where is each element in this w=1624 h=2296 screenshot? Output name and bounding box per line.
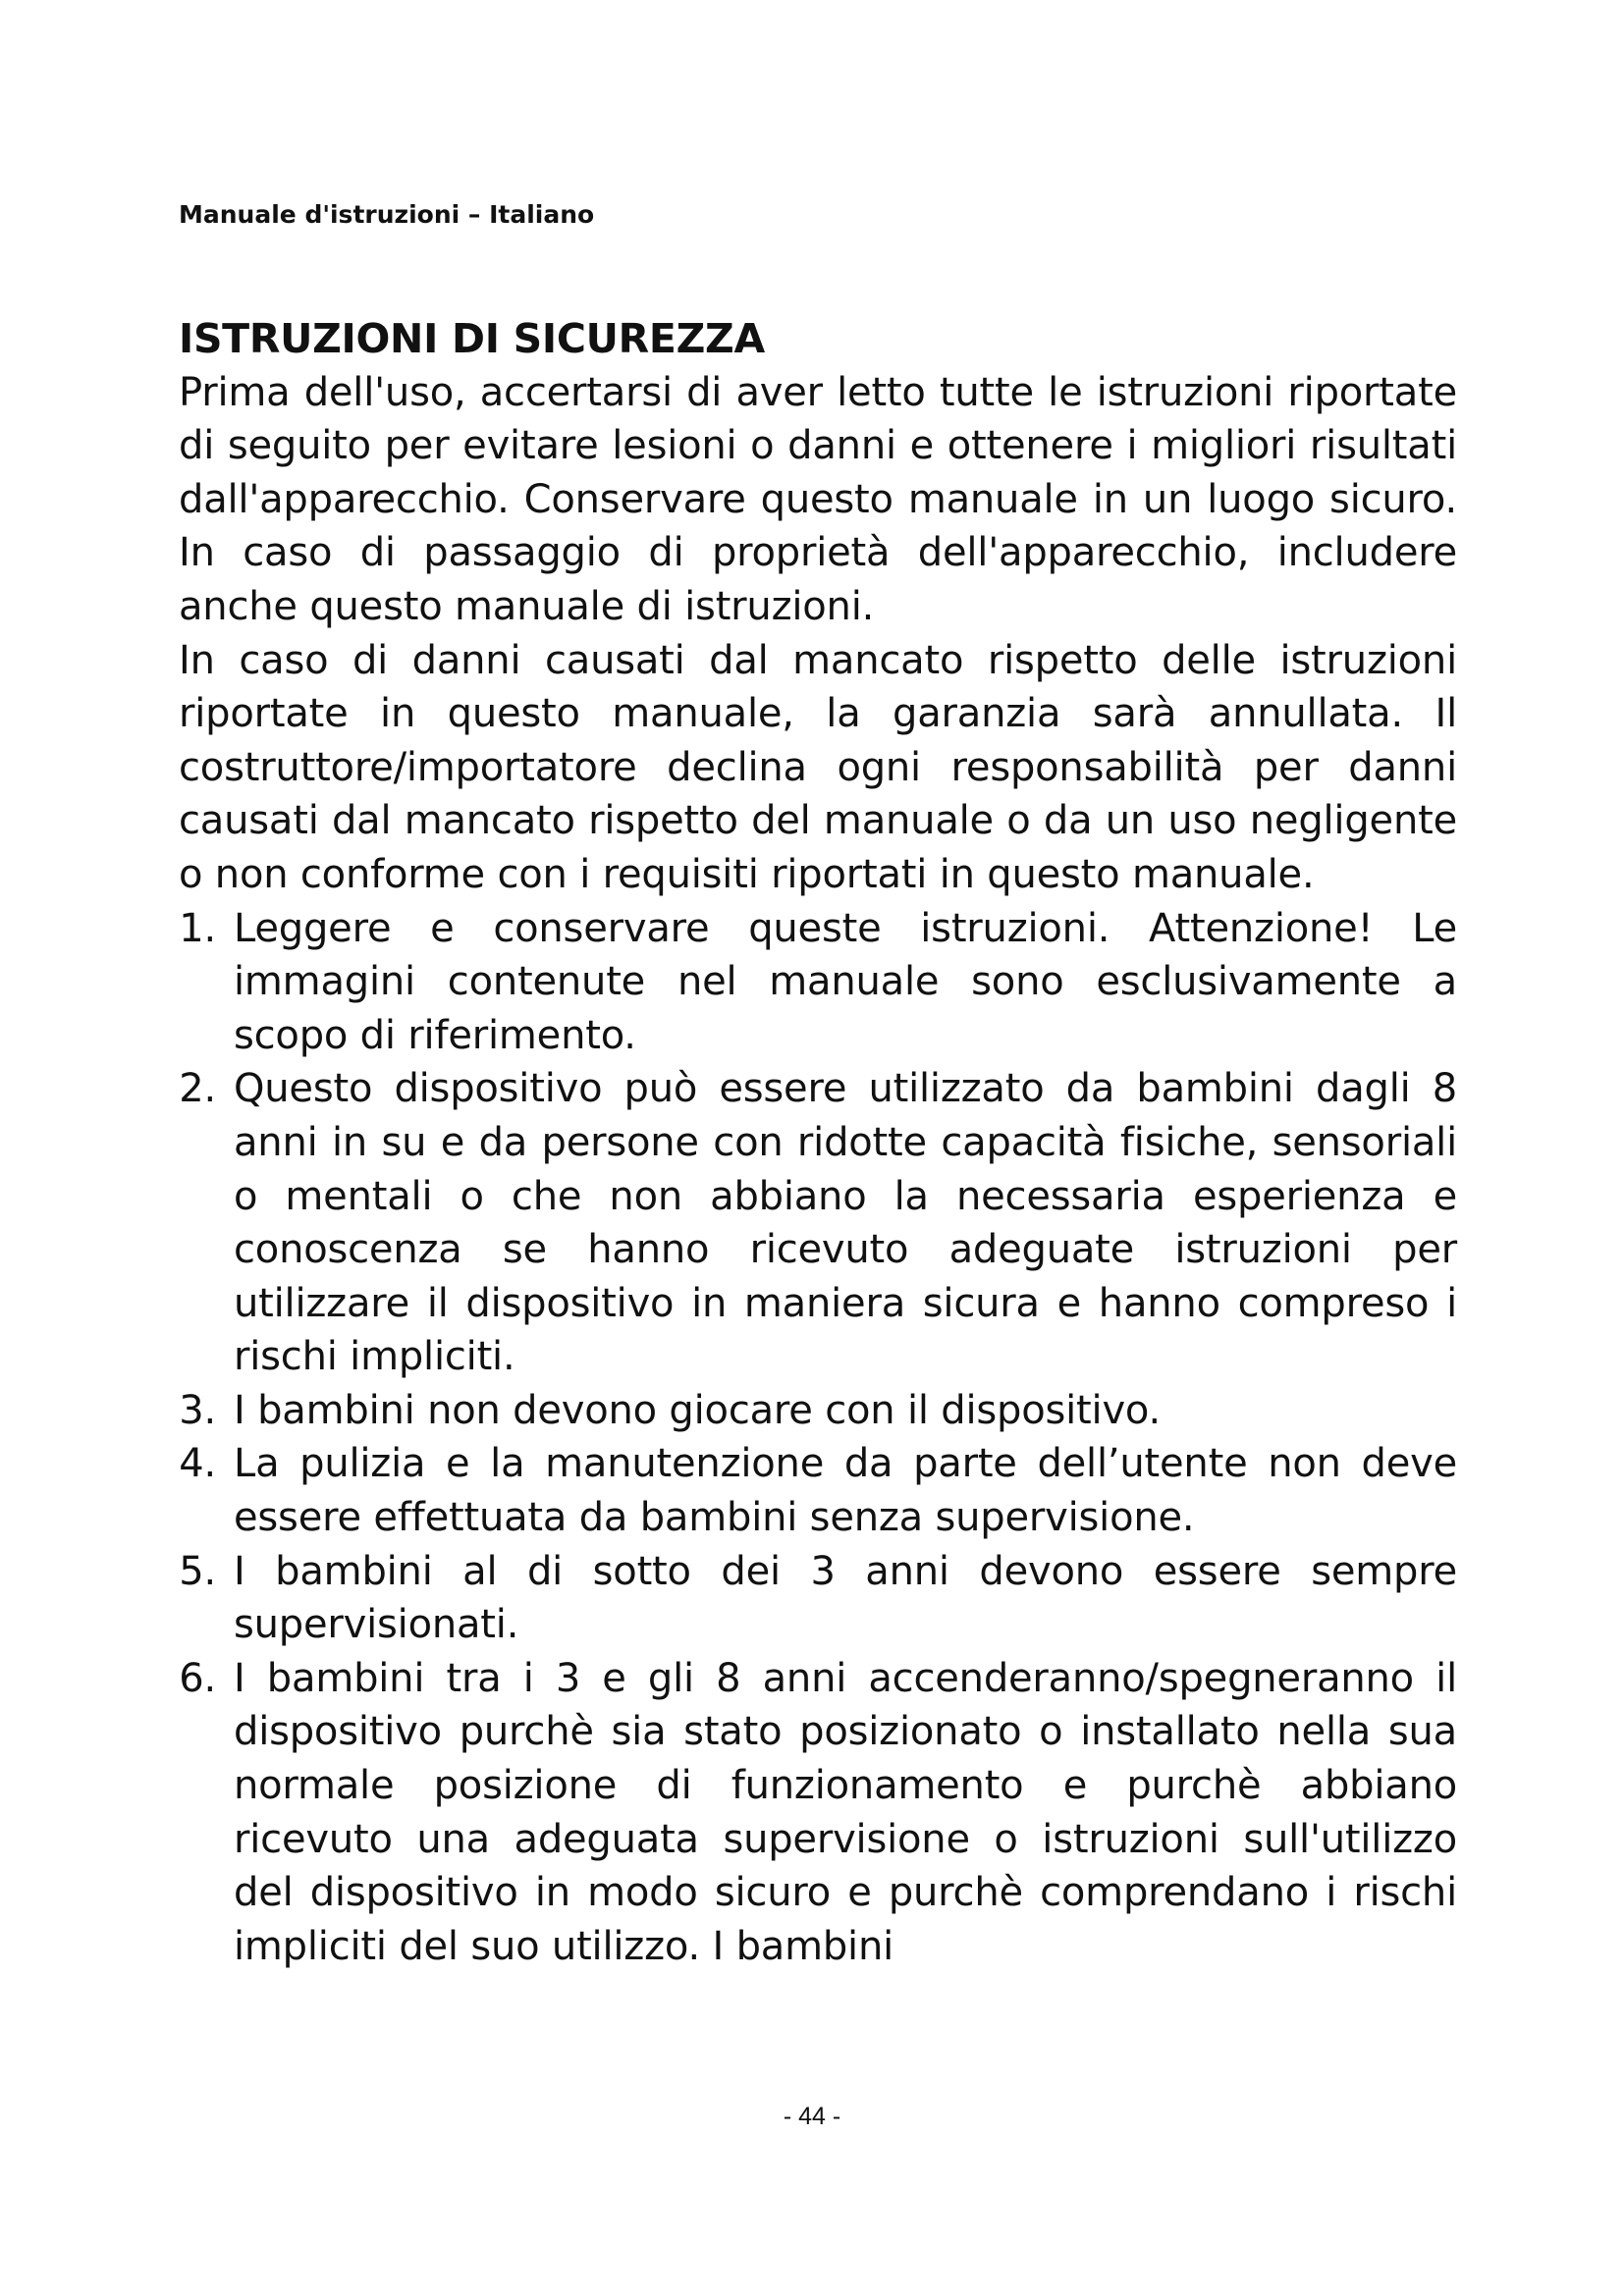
document-body (179, 312, 1457, 1973)
page-header: Manuale d'istruzioni – Italiano (179, 200, 595, 229)
list-item (179, 1062, 1457, 1384)
page-number: - 44 - (783, 2103, 841, 2130)
list-item-text: I bambini al di sotto dei 3 anni devono essere sempre supervisionati. (234, 1548, 1457, 1648)
list-item-text: Questo dispositivo può essere utilizzato da bambini dagli 8 anni in su e da persone con ridotte capacità fisiche, sensoriali o mentali o che non abbiano la necessaria esperienza e conoscenza se hanno ricevuto adeguate istruzioni per utilizzare il dispositivo in maniera sicura e hanno compreso i rischi impliciti. (234, 1066, 1457, 1380)
list-item-text: La pulizia e la manutenzione da parte dell’utente non deve essere effettuata da bambini senza supervisione. (234, 1441, 1457, 1541)
intro-paragraph: Prima dell'uso, accertarsi di aver letto tutte le istruzioni riportate di seguito per evitare lesioni o danni e ottenere i migliori risultati dall'apparecchio. Conservare questo manuale in un luogo sicuro. In caso di passaggio di proprietà dell'apparecchio, includere anche questo manuale di istruzioni. (179, 369, 1457, 629)
list-item-number: 5. (179, 1548, 216, 1594)
list-item (179, 902, 1457, 1063)
list-item-text: I bambini tra i 3 e gli 8 anni accenderanno/spegneranno il dispositivo purchè sia stato posizionato o installato nella sua normale posizione di funzionamento e purchè abbiano ricevuto una adeguata supervisione o istruzioni sull'utilizzo del dispositivo in modo sicuro e purchè comprendano i rischi impliciti del suo utilizzo. I bambini (234, 1655, 1457, 1969)
list-item-number: 1. (179, 905, 216, 951)
list-item-text: Leggere e conservare queste istruzioni. Attenzione! Le immagini contenute nel manuale sono esclusivamente a scopo di riferimento. (234, 905, 1457, 1058)
list-item (179, 1437, 1457, 1544)
section-title: ISTRUZIONI DI SICUREZZA (179, 315, 765, 362)
list-item-number: 3. (179, 1387, 216, 1433)
warranty-paragraph: In caso di danni causati dal mancato rispetto delle istruzioni riportate in questo manuale, la garanzia sarà annullata. Il costruttore/importatore declina ogni responsabilità per danni causati dal mancato rispetto del manuale o da un uso negligente o non conforme con i requisiti riportati in questo manuale. (179, 637, 1457, 897)
list-item-number: 2. (179, 1066, 216, 1112)
list-item (179, 1384, 1457, 1438)
list-item (179, 1545, 1457, 1652)
list-item-number: 4. (179, 1441, 216, 1487)
safety-instructions-list (179, 902, 1457, 1974)
list-item (179, 1652, 1457, 1974)
list-item-text: I bambini non devono giocare con il dispositivo. (234, 1387, 1161, 1433)
list-item-number: 6. (179, 1655, 216, 1701)
